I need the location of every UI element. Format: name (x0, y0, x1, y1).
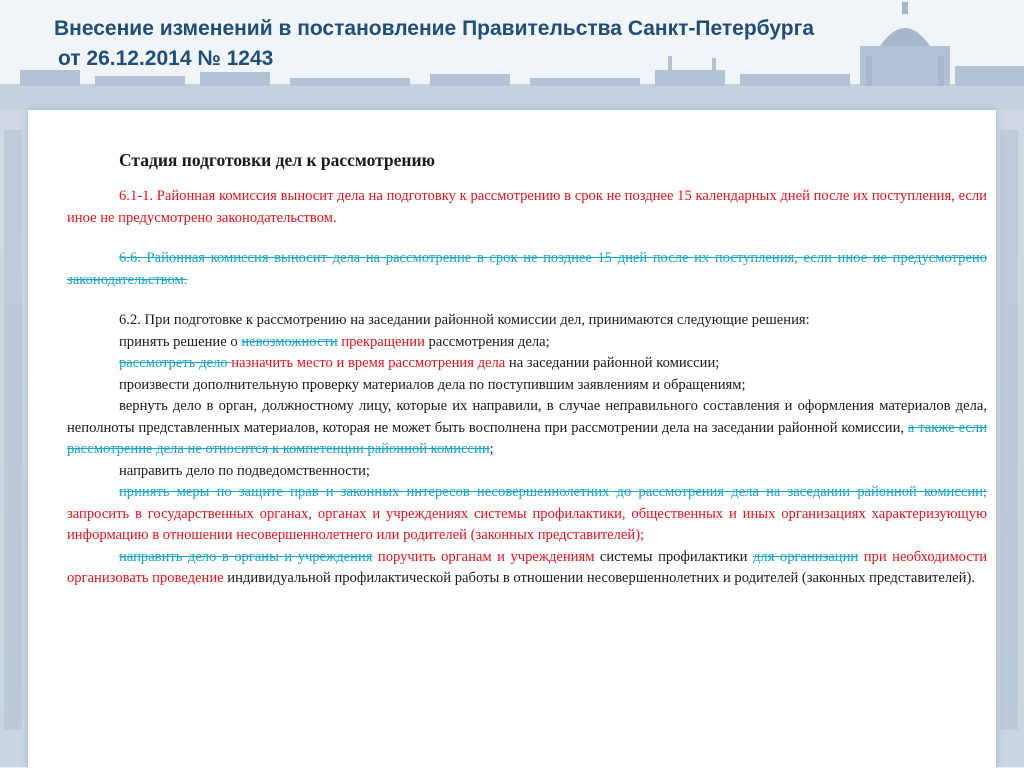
paragraph-6-2: 6.2. При подготовке к рассмотрению на заседании районной комиссии дел, принимаются следующие решения: (119, 312, 810, 328)
text: принять решение о (119, 333, 242, 350)
inserted-text: назначить место и время рассмотрения дела (231, 355, 506, 371)
deleted-text: рассмотреть дело (119, 355, 232, 371)
deleted-text: для организации (752, 548, 859, 565)
deleted-text: невозможности (241, 333, 338, 350)
text: системы профилактики (594, 548, 753, 565)
deleted-text: направить дело в органы и учреждения (119, 548, 373, 565)
inserted-text: запросить в государственных органах, органах и учреждениях системы профилактики, общественных и иных организациях характеризующую информацию в отношении несовершеннолетнего или родителей (законных представителей); (67, 505, 987, 543)
text: рассмотрения дела; (424, 333, 550, 350)
paragraph-6-1-1: 6.1-1. Районная комиссия выносит дела на подготовку к рассмотрению в срок не позднее 15 календарных дней после их поступления, если иное не предусмотрено законодательством. (67, 188, 987, 226)
section-heading: Стадия подготовки дел к рассмотрению (119, 150, 435, 170)
list-item-6 (67, 482, 987, 547)
slide-title (54, 14, 874, 74)
document-body (67, 148, 987, 590)
deleted-text: принять меры по защите прав и законных интересов несовершеннолетних до рассмотрения дела на заседании районной комиссии; (119, 484, 987, 500)
inserted-text: прекращении (337, 333, 425, 350)
text: индивидуальной профилактической работы в отношении несовершеннолетних и родителей (законных представителей). (223, 570, 975, 586)
slide-title-line-2: от 26.12.2014 № 1243 (58, 47, 274, 70)
text: ; (489, 441, 494, 457)
text: вернуть дело в орган, должностному лицу, которые их направили, в случае неправильного составления и оформления материалов дела, неполноты представленных материалов, которая не может быть восполнена при рассмотрении дела на заседании районной комиссии, (67, 398, 987, 436)
slide-title-line-1: Внесение изменений в постановление Правительства Санкт-Петербурга (54, 17, 815, 40)
deleted-text: а также если рассмотрение дела не относится к компетенции районной комиссии (67, 419, 987, 457)
inserted-text: поручить органам и учреждениям (372, 548, 595, 565)
list-item-3: произвести дополнительную проверку материалов дела по поступившим заявлениям и обращениям; (119, 376, 746, 393)
text: на заседании районной комиссии; (505, 355, 720, 371)
list-item-1 (67, 332, 987, 354)
list-item-7 (67, 547, 987, 590)
list-item-5: направить дело по подведомственности; (119, 462, 370, 479)
paragraph-6-6-deleted: 6.6. Районная комиссия выносит дела на рассмотрение в срок не позднее 15 дней после их поступления, если иное не предусмотрено законодательством. (67, 250, 987, 288)
inserted-text: при необходимости организовать проведение (67, 548, 988, 586)
list-item-2 (67, 353, 987, 375)
list-item-4 (67, 396, 987, 461)
